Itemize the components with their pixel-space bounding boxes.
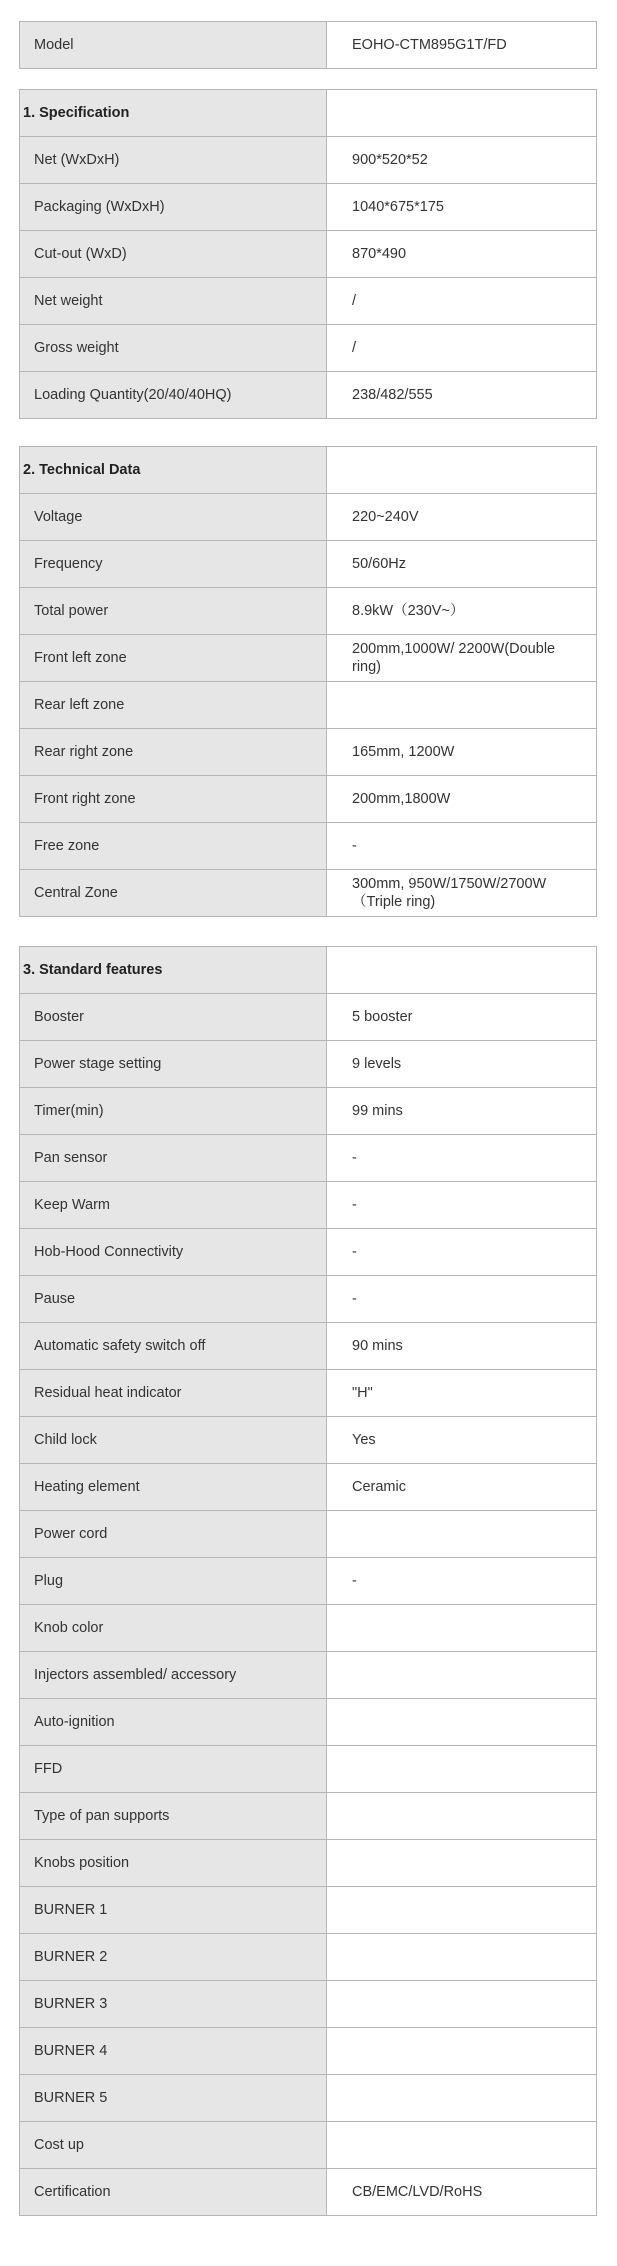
spec-label: Frequency: [20, 541, 327, 588]
spec-label: Front right zone: [20, 776, 327, 823]
table-row: [20, 1088, 597, 1135]
table-row: [20, 2122, 597, 2169]
spec-value: 238/482/555: [327, 372, 597, 419]
spec-label: Loading Quantity(20/40/40HQ): [20, 372, 327, 419]
spec-label: Rear left zone: [20, 682, 327, 729]
spec-value: "H": [327, 1370, 597, 1417]
spec-label: Knobs position: [20, 1840, 327, 1887]
spec-label: Knob color: [20, 1605, 327, 1652]
spec-label: Residual heat indicator: [20, 1370, 327, 1417]
spec-value: [327, 1934, 597, 1981]
spec-value: Ceramic: [327, 1464, 597, 1511]
table-row: [20, 1370, 597, 1417]
spec-value: [327, 2122, 597, 2169]
spec-label: Voltage: [20, 494, 327, 541]
table-row: [20, 994, 597, 1041]
section-header-empty: [327, 447, 597, 494]
table-row: [20, 1229, 597, 1276]
specification-title: 1. Specification: [20, 90, 327, 137]
spec-label: BURNER 4: [20, 2028, 327, 2075]
spec-value: 9 levels: [327, 1041, 597, 1088]
spec-value: [327, 1699, 597, 1746]
spec-value: [327, 682, 597, 729]
spec-value: [327, 1511, 597, 1558]
table-row: [20, 1605, 597, 1652]
table-row: [20, 682, 597, 729]
spec-value: [327, 1605, 597, 1652]
spec-label: Child lock: [20, 1417, 327, 1464]
table-row: [20, 2075, 597, 2122]
spec-label: BURNER 5: [20, 2075, 327, 2122]
spec-value: [327, 1840, 597, 1887]
spec-value: 1040*675*175: [327, 184, 597, 231]
table-row: [20, 1464, 597, 1511]
model-table: [19, 21, 597, 69]
spec-label: Automatic safety switch off: [20, 1323, 327, 1370]
model-value: EOHO-CTM895G1T/FD: [327, 22, 597, 69]
spec-value: [327, 2028, 597, 2075]
spec-label: Packaging (WxDxH): [20, 184, 327, 231]
section-header-row: [20, 90, 597, 137]
spec-value: 165mm, 1200W: [327, 729, 597, 776]
spec-label: Rear right zone: [20, 729, 327, 776]
table-row: [20, 372, 597, 419]
spec-label: Booster: [20, 994, 327, 1041]
table-row: [20, 776, 597, 823]
table-row: [20, 635, 597, 682]
spec-value: 870*490: [327, 231, 597, 278]
table-row: [20, 231, 597, 278]
spec-value: 90 mins: [327, 1323, 597, 1370]
spec-label: Hob-Hood Connectivity: [20, 1229, 327, 1276]
spec-value: [327, 1981, 597, 2028]
table-row: [20, 2169, 597, 2216]
spec-label: Certification: [20, 2169, 327, 2216]
spec-label: Net weight: [20, 278, 327, 325]
table-row: [20, 22, 597, 69]
table-row: [20, 278, 597, 325]
spec-value: -: [327, 1229, 597, 1276]
table-row: [20, 325, 597, 372]
table-row: [20, 494, 597, 541]
spec-value: [327, 1652, 597, 1699]
spec-label: Pan sensor: [20, 1135, 327, 1182]
spec-label: BURNER 2: [20, 1934, 327, 1981]
spec-value: CB/EMC/LVD/RoHS: [327, 2169, 597, 2216]
spec-value: [327, 1746, 597, 1793]
table-row: [20, 1652, 597, 1699]
spec-value: 5 booster: [327, 994, 597, 1041]
spec-value: -: [327, 823, 597, 870]
spec-label: Cost up: [20, 2122, 327, 2169]
spec-label: Heating element: [20, 1464, 327, 1511]
spec-value: 8.9kW（230V~）: [327, 588, 597, 635]
table-row: [20, 1041, 597, 1088]
table-row: [20, 1558, 597, 1605]
spec-label: Front left zone: [20, 635, 327, 682]
section-header-empty: [327, 90, 597, 137]
spec-label: Type of pan supports: [20, 1793, 327, 1840]
spec-value: 220~240V: [327, 494, 597, 541]
table-row: [20, 1793, 597, 1840]
table-row: [20, 729, 597, 776]
table-row: [20, 184, 597, 231]
spec-label: Cut-out (WxD): [20, 231, 327, 278]
spec-label: Plug: [20, 1558, 327, 1605]
table-row: [20, 1934, 597, 1981]
spec-value: /: [327, 325, 597, 372]
table-row: [20, 137, 597, 184]
spec-value: -: [327, 1558, 597, 1605]
table-row: [20, 1135, 597, 1182]
spec-label: Net (WxDxH): [20, 137, 327, 184]
specification-table: [19, 89, 597, 419]
spec-label: Power cord: [20, 1511, 327, 1558]
spec-value: 300mm, 950W/1750W/2700W（Triple ring): [327, 870, 597, 917]
table-row: [20, 823, 597, 870]
spec-value: [327, 1887, 597, 1934]
table-row: [20, 1276, 597, 1323]
spec-value: Yes: [327, 1417, 597, 1464]
table-row: [20, 1699, 597, 1746]
spec-label: Free zone: [20, 823, 327, 870]
table-row: [20, 1887, 597, 1934]
standard-features-title: 3. Standard features: [20, 947, 327, 994]
spec-label: BURNER 3: [20, 1981, 327, 2028]
spec-value: -: [327, 1182, 597, 1229]
table-row: [20, 1323, 597, 1370]
spec-label: BURNER 1: [20, 1887, 327, 1934]
spec-label: Injectors assembled/ accessory: [20, 1652, 327, 1699]
spec-label: FFD: [20, 1746, 327, 1793]
spec-label: Pause: [20, 1276, 327, 1323]
spec-value: 200mm,1800W: [327, 776, 597, 823]
table-row: [20, 2028, 597, 2075]
spec-value: 50/60Hz: [327, 541, 597, 588]
spec-value: [327, 2075, 597, 2122]
spec-value: -: [327, 1276, 597, 1323]
table-row: [20, 541, 597, 588]
section-header-row: [20, 447, 597, 494]
standard-features-table: [19, 946, 597, 2216]
section-header-empty: [327, 947, 597, 994]
spec-label: Timer(min): [20, 1088, 327, 1135]
table-row: [20, 1746, 597, 1793]
spec-label: Power stage setting: [20, 1041, 327, 1088]
table-row: [20, 588, 597, 635]
spec-label: Central Zone: [20, 870, 327, 917]
spec-label: Keep Warm: [20, 1182, 327, 1229]
table-row: [20, 1840, 597, 1887]
section-header-row: [20, 947, 597, 994]
technical-data-title: 2. Technical Data: [20, 447, 327, 494]
spec-label: Total power: [20, 588, 327, 635]
spec-value: [327, 1793, 597, 1840]
table-row: [20, 870, 597, 917]
table-row: [20, 1417, 597, 1464]
spec-label: Auto-ignition: [20, 1699, 327, 1746]
table-row: [20, 1511, 597, 1558]
spec-value: -: [327, 1135, 597, 1182]
spec-value: 200mm,1000W/ 2200W(Double ring): [327, 635, 597, 682]
spec-label: Gross weight: [20, 325, 327, 372]
model-label: Model: [20, 22, 327, 69]
table-row: [20, 1182, 597, 1229]
spec-value: /: [327, 278, 597, 325]
spec-value: 900*520*52: [327, 137, 597, 184]
table-row: [20, 1981, 597, 2028]
technical-data-table: [19, 446, 597, 917]
spec-value: 99 mins: [327, 1088, 597, 1135]
